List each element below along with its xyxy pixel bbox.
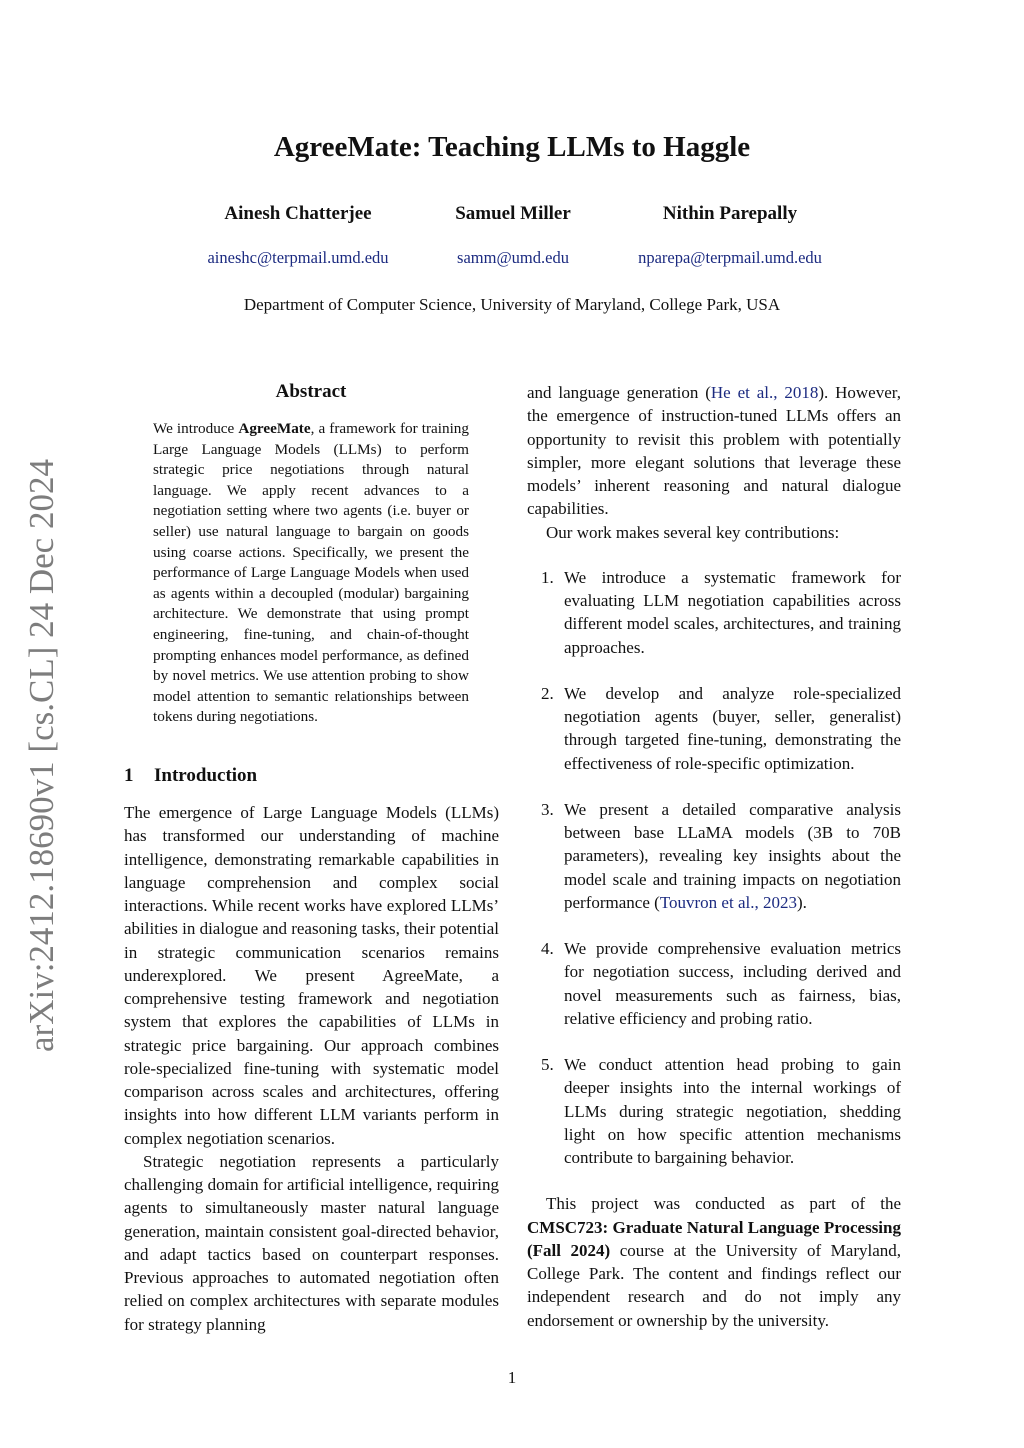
list-item-number: 2. bbox=[541, 683, 554, 703]
course-note bbox=[527, 1192, 901, 1332]
arxiv-stamp: arXiv:2412.18690v1 [cs.CL] 24 Dec 2024 bbox=[22, 459, 61, 1052]
list-item-text: ). bbox=[796, 892, 807, 912]
author-email-2[interactable]: samm@umd.edu bbox=[457, 248, 569, 267]
paper-title: AgreeMate: Teaching LLMs to Haggle bbox=[273, 131, 751, 163]
list-item-number: 1. bbox=[541, 567, 554, 587]
list-item bbox=[527, 566, 901, 659]
list-item-number: 3. bbox=[541, 799, 554, 819]
citation-he-2018[interactable]: He et al., 2018 bbox=[710, 383, 819, 402]
right-column bbox=[527, 381, 901, 1332]
section-heading-introduction bbox=[124, 765, 500, 787]
page-number: 1 bbox=[507, 1368, 517, 1387]
author-name-2: Samuel Miller bbox=[455, 203, 571, 224]
list-item-text: We introduce a systematic framework for evaluating LLM negotiation capabilities across different model scales, architectures, and training approaches. bbox=[564, 567, 901, 657]
list-item bbox=[527, 682, 901, 775]
list-item bbox=[527, 937, 901, 1030]
para-text: ). However, the emergence of instruction-tuned LLMs offers an opportunity to revisit this problem with potentially simpler, more elegant solutions that leverage these models’ inherent reasoning and natural dialogue capabilities. bbox=[527, 383, 902, 519]
course-name: CMSC723: Graduate Natural Language Processing (Fall 2024) bbox=[527, 1217, 901, 1260]
course-note-post: course at the University of Maryland, College Park. The content and findings reflect our independent research and do not imply any endorsement or ownership by the university. bbox=[527, 1240, 901, 1330]
list-item-number: 4. bbox=[541, 939, 554, 958]
list-item-text: We provide comprehensive evaluation metrics for negotiation success, including derived and novel measurements such as fairness, bias, relative efficiency and probing ratio. bbox=[564, 939, 901, 1028]
contributions-list bbox=[527, 566, 901, 1170]
section-number: 1 bbox=[124, 765, 134, 786]
list-item-text: We conduct attention head probing to gain deeper insights into the internal workings of LLMs during strategic negotiation, shedding light on how specific attention mechanisms contribute to bargaining behavior. bbox=[564, 1055, 901, 1167]
course-note-pre: This project was conducted as part of the bbox=[546, 1194, 901, 1214]
affiliation: Department of Computer Science, University of Maryland, College Park, USA bbox=[243, 295, 781, 314]
section-title: Introduction bbox=[154, 765, 258, 786]
citation-touvron-2023[interactable]: Touvron et al., 2023 bbox=[659, 892, 797, 912]
abstract-framework-name: AgreeMate bbox=[238, 420, 311, 437]
para-text: and language generation ( bbox=[527, 383, 711, 402]
author-name-1: Ainesh Chatterjee bbox=[224, 203, 372, 224]
intro-paragraph-1: The emergence of Large Language Models (LLMs) has transformed our understanding of machine intelligence, demonstrating remarkable capabilities in language comprehension and complex social interactions. While recent works have explored LLMs’ abilities in dialogue and reasoning tasks, their potential in strategic communication scenarios remains underexplored. We present AgreeMate, a comprehensive testing framework and negotiation system that explores the capabilities of LLMs in strategic price bargaining. Our approach combines role-specialized fine-tuning with systematic model comparison across scales and architectures, offering insights into how different LLM variants perform in complex negotiation scenarios. bbox=[124, 803, 499, 1148]
intro-paragraph-3: Our work makes several key contributions: bbox=[546, 522, 840, 542]
intro-paragraph-2-continued bbox=[527, 381, 901, 521]
list-item-number: 5. bbox=[541, 1055, 554, 1074]
author-name-3: Nithin Parepally bbox=[662, 203, 798, 224]
list-item bbox=[527, 798, 901, 914]
intro-paragraph-2: Strategic negotiation represents a particularly challenging domain for artificial intelligence, requiring agents to simultaneously master natural language generation, maintain consistent goal-directed behavior, and adapt tactics based on counterpart responses. Previous approaches to automated negotiation often relied on complex architectures with separate modules for strategy planning bbox=[124, 1151, 499, 1334]
abstract-lead: We introduce bbox=[153, 420, 239, 437]
abstract-text: , a framework for training Large Language Models (LLMs) to perform strategic price negotiations through natural language. We apply recent advances to a negotiation setting where two agents (i.e. buyer or seller) use natural language to bargain on goods using coarse actions. Specifically, we present the performance of Large Language Models when used as agents within a decoupled (modular) bargaining architecture. We demonstrate that using prompt engineering, fine-tuning, and chain-of-thought prompting enhances model performance, as defined by novel metrics. We use attention probing to show model attention to semantic relationships between tokens during negotiations. bbox=[153, 420, 469, 726]
left-column bbox=[124, 801, 499, 1336]
list-item-text: We develop and analyze role-specialized negotiation agents (buyer, seller, generalist) through targeted fine-tuning, demonstrating the effectiveness of role-specific optimization. bbox=[564, 683, 901, 773]
author-email-3[interactable]: nparepa@terpmail.umd.edu bbox=[638, 248, 822, 267]
abstract-heading: Abstract bbox=[275, 381, 347, 402]
list-item-text: We present a detailed comparative analysis between base LLaMA models (3B to 70B parameters), revealing key insights about the model scale and training impacts on negotiation performance ( bbox=[564, 799, 901, 912]
abstract-body bbox=[153, 419, 469, 728]
list-item bbox=[527, 1053, 901, 1169]
author-email-1[interactable]: aineshc@terpmail.umd.edu bbox=[207, 248, 389, 267]
